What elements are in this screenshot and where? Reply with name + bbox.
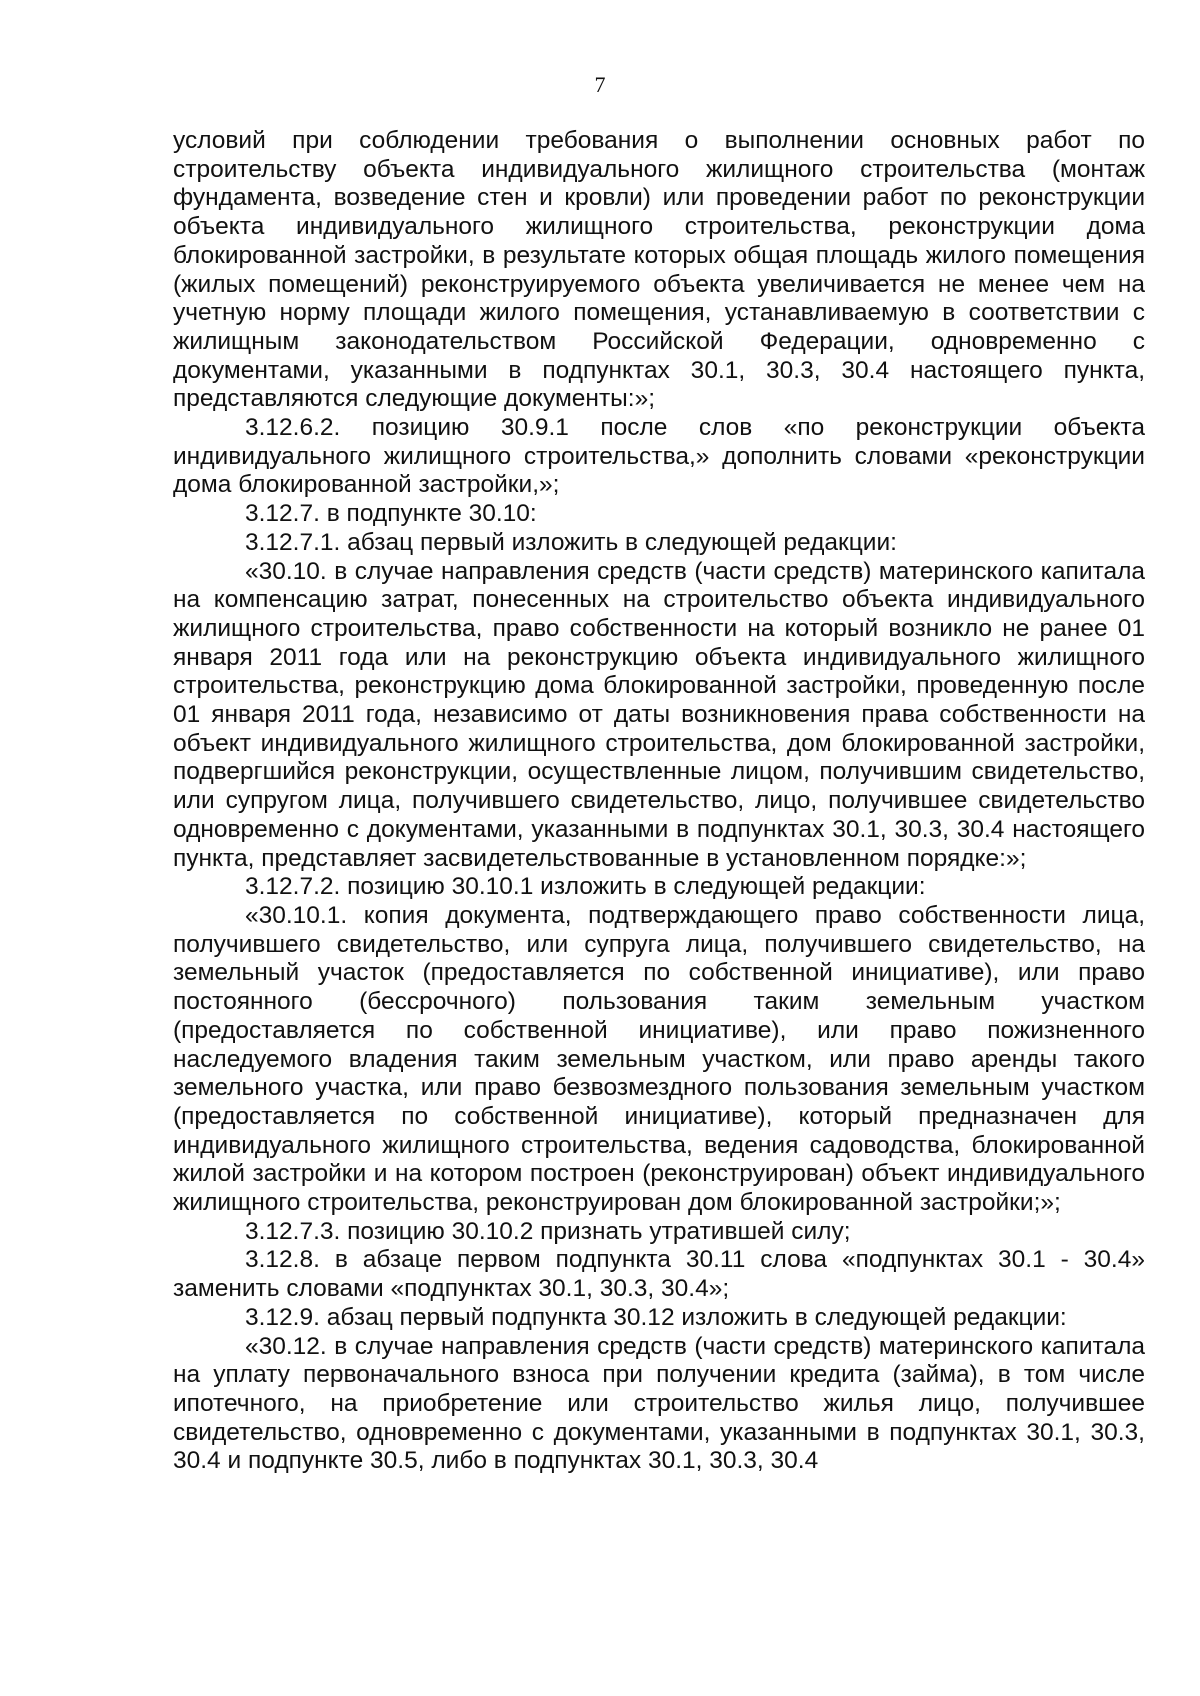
paragraph-3-12-8: 3.12.8. в абзаце первом подпункта 30.11 слова «подпунктах 30.1 - 30.4» заменить словами «подпунктах 30.1, 30.3, 30.4»; (173, 1246, 1145, 1303)
paragraph-30-12: «30.12. в случае направления средств (части средств) материнского капитала на уплату первоначального взноса при получении кредита (займа), в том числе ипотечного, на приобретение или строительство жилья лицо, получившее свидетельство, одновременно с документами, указанными в подпунктах 30.1, 30.3, 30.4 и подпункте 30.5, либо в подпунктах 30.1, 30.3, 30.4 (173, 1332, 1145, 1475)
paragraph-intro: условий при соблюдении требования о выполнении основных работ по строительству объекта индивидуального жилищного строительства (монтаж фундамента, возведение стен и кровли) или проведении работ по реконструкции объекта индивидуального жилищного строительства, реконструкции дома блокированной застройки, в результате которых общая площадь жилого помещения (жилых помещений) реконструируемого объекта увеличивается не менее чем на учетную норму площади жилого помещения, устанавливаемую в соответствии с жилищным законодательством Российской Федерации, одновременно с документами, указанными в подпунктах 30.1, 30.3, 30.4 настоящего пункта, представляются следующие документы:»; (173, 127, 1145, 413)
paragraph-30-10: «30.10. в случае направления средств (части средств) материнского капитала на компенсацию затрат, понесенных на строительство объекта индивидуального жилищного строительства, право собственности на который возникло не ранее 01 января 2011 года или на реконструкцию объекта индивидуального жилищного строительства, реконструкцию дома блокированной застройки, проведенную после 01 января 2011 года, независимо от даты возникновения права собственности на объект индивидуального жилищного строительства, дом блокированной застройки, подвергшийся реконструкции, осуществленные лицом, получившим свидетельство, или супругом лица, получившего свидетельство, лицо, получившее свидетельство одновременно с документами, указанными в подпунктах 30.1, 30.3, 30.4 настоящего пункта, представляет засвидетельствованные в установленном порядке:»; (173, 557, 1145, 872)
document-body (173, 127, 1145, 1476)
paragraph-3-12-7-2: 3.12.7.2. позицию 30.10.1 изложить в следующей редакции: (245, 873, 926, 901)
page-number: 7 (594, 72, 606, 97)
paragraph-3-12-7: 3.12.7. в подпункте 30.10: (245, 500, 537, 528)
paragraph-3-12-7-3: 3.12.7.3. позицию 30.10.2 признать утратившей силу; (245, 1217, 851, 1245)
paragraph-3-12-9: 3.12.9. абзац первый подпункта 30.12 изложить в следующей редакции: (245, 1303, 1067, 1331)
paragraph-3-12-6-2: 3.12.6.2. позицию 30.9.1 после слов «по реконструкции объекта индивидуального жилищного строительства,» дополнить словами «реконструкции дома блокированной застройки,»; (173, 414, 1145, 499)
paragraph-30-10-1: «30.10.1. копия документа, подтверждающего право собственности лица, получившего свидетельство, или супруга лица, получившего свидетельство, на земельный участок (предоставляется по собственной инициативе), или право постоянного (бессрочного) пользования таким земельным участком (предоставляется по собственной инициативе), или право пожизненного наследуемого владения таким земельным участком, или право аренды такого земельного участка, или право безвозмездного пользования земельным участком (предоставляется по собственной инициативе), который предназначен для индивидуального жилищного строительства, ведения садоводства, блокированной жилой застройки и на котором построен (реконструирован) объект индивидуального жилищного строительства, реконструирован дом блокированной застройки;»; (173, 901, 1145, 1217)
paragraph-3-12-7-1: 3.12.7.1. абзац первый изложить в следующей редакции: (245, 528, 897, 556)
